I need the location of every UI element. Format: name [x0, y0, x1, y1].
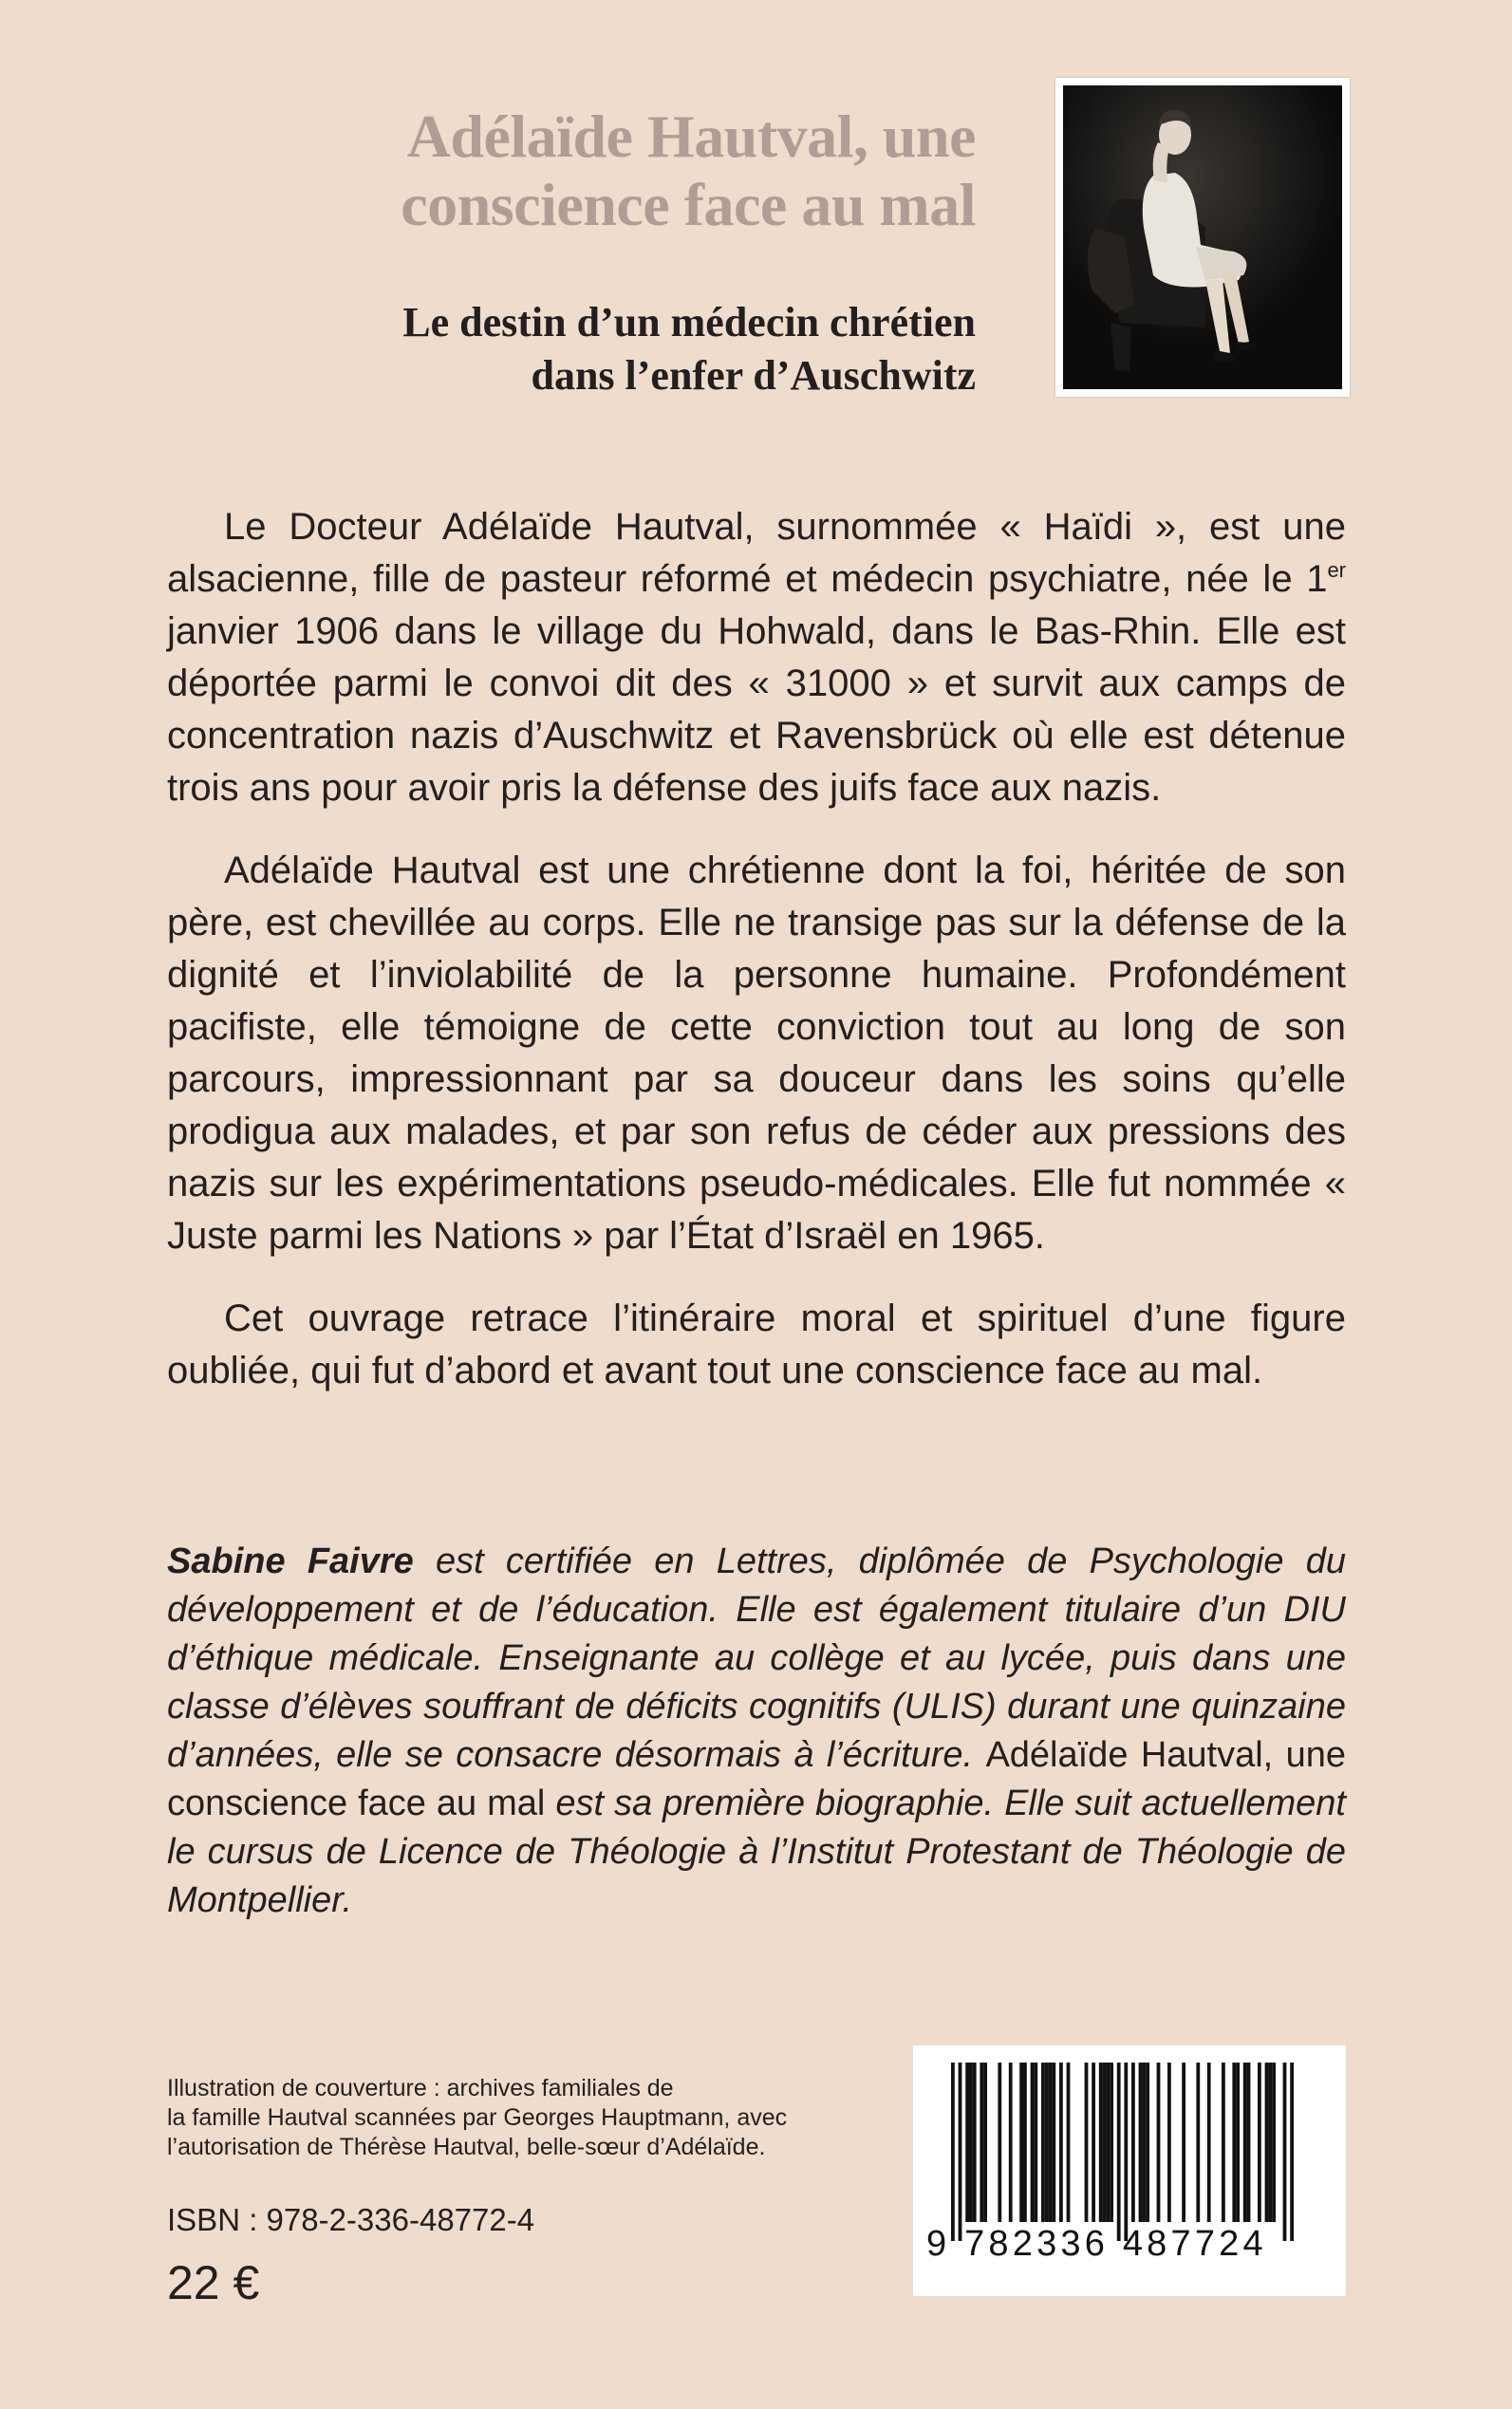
barcode-bar: [1041, 2063, 1045, 2222]
summary-paragraph-1-start: Le Docteur Adélaïde Hautval, surnommée « Haïdi », est une alsacienne, fille de pasteur réformé et médecin psychiatre, née le 1: [167, 506, 1346, 600]
price: 22 €: [167, 2256, 260, 2309]
cover-photo-frame: [1055, 78, 1350, 397]
barcode-bar: [1059, 2063, 1063, 2222]
barcode-bar: [1139, 2063, 1143, 2222]
book-subtitle-line-1: Le destin d’un médecin chrétien: [402, 299, 976, 345]
barcode-bar: [1268, 2063, 1272, 2222]
barcode-bar: [951, 2063, 955, 2241]
barcode-bar: [1290, 2063, 1294, 2241]
isbn: ISBN : 978-2-336-48772-4: [167, 2202, 535, 2237]
summary-paragraph-1: [167, 501, 1346, 814]
barcode-bar: [1009, 2063, 1013, 2222]
barcode-bar: [1092, 2063, 1095, 2222]
barcode-bar: [1045, 2063, 1049, 2222]
author-bio-text-1: est certifiée en Lettres, diplômée de Psychologie du développement et de l’éducation. Elle est également titulaire d’un DIU d’éthique médicale. Enseignante au collège et au lycée, puis dans une classe d’élèves souffrant de déficits cognitifs (ULIS) durant une quinzaine d’années, elle se consacre désormais à l’écriture.: [167, 1541, 1346, 1775]
barcode-bar: [998, 2063, 1001, 2222]
author-bio-text-2: est sa première biographie. Elle suit actuellement le cursus de Licence de Théologie à l’Institut Protestant de Théologie de Montpellier.: [167, 1783, 1346, 1920]
barcode-digits: 9 782336 487724: [926, 2224, 1267, 2264]
barcode-bar: [1110, 2063, 1113, 2222]
barcode-bar: [1157, 2063, 1161, 2222]
book-title: [401, 103, 976, 239]
barcode-bar: [973, 2063, 977, 2222]
cover-illustration-credit: [167, 2074, 850, 2162]
book-title-line-1: Adélaïde Hautval, une: [406, 103, 976, 170]
barcode-bar: [969, 2063, 973, 2222]
barcode-bar: [1049, 2063, 1053, 2222]
barcode-bar: [1031, 2063, 1035, 2222]
book-subtitle-line-2: dans l’enfer d’Auschwitz: [531, 352, 976, 399]
barcode-bar: [1106, 2063, 1110, 2222]
barcode-bar: [1182, 2063, 1185, 2222]
barcode-bar: [1167, 2063, 1171, 2222]
barcode-bar: [965, 2063, 969, 2222]
barcode-bar: [1243, 2063, 1247, 2222]
back-cover-summary: [167, 501, 1346, 1428]
credit-line-1: Illustration de couverture : archives familiales de: [167, 2075, 674, 2101]
barcode-bar: [1283, 2063, 1287, 2241]
barcode-bar: [1232, 2063, 1236, 2222]
barcode-bar: [1272, 2063, 1276, 2222]
barcode: [913, 2045, 1346, 2296]
summary-paragraph-2: Adélaïde Hautval est une chrétienne dont la foi, héritée de son père, est chevillée au corps. Elle ne transige pas sur la défense de la dignité et l’inviolabilité de la personne humaine. Profondément pacifiste, elle témoigne de cette conviction tout au long de son parcours, impressionnant par sa douceur dans les soins qu’elle prodigua aux malades, et par son refus de céder aux pressions des nazis sur les expérimentations pseudo-médicales. Elle fut nommée « Juste parmi les Nations » par l’État d’Israël en 1965.: [167, 850, 1346, 1257]
barcode-bar: [1019, 2063, 1023, 2222]
credit-line-3: l’autorisation de Thérèse Hautval, belle-sœur d’Adélaïde.: [167, 2134, 766, 2160]
barcode-bar: [1196, 2063, 1200, 2222]
credit-line-2: la famille Hautval scannées par Georges Hauptmann, avec: [167, 2104, 788, 2131]
summary-paragraph-1-end: janvier 1906 dans le village du Hohwald, dans le Bas-Rhin. Elle est déportée parmi le convoi dit des « 31000 » et survit aux camps de concentration nazis d’Auschwitz et Ravensbrück où elle est détenue trois ans pour avoir pris la défense des juifs face aux nazis.: [167, 610, 1346, 809]
book-title-line-2: conscience face au mal: [401, 171, 976, 238]
seated-woman-illustration: [1063, 85, 1342, 389]
barcode-bar: [1247, 2063, 1251, 2222]
barcode-bar: [1142, 2063, 1146, 2222]
cover-photo: [1063, 85, 1342, 389]
barcode-bar: [1265, 2063, 1269, 2222]
book-subtitle: [402, 296, 976, 402]
barcode-bar: [959, 2063, 962, 2241]
barcode-bar: [1099, 2063, 1103, 2222]
author-bio: [167, 1538, 1346, 1925]
barcode-bar: [1258, 2063, 1261, 2222]
barcode-bar: [1067, 2063, 1071, 2222]
barcode-bar: [1222, 2063, 1225, 2222]
barcode-bar: [1085, 2063, 1089, 2222]
barcode-bar: [1131, 2063, 1135, 2222]
ordinal-superscript: er: [1327, 558, 1346, 582]
author-bio-book-title: Adélaïde Hautval, une conscience face au mal: [167, 1735, 1346, 1823]
barcode-bar: [983, 2063, 987, 2222]
barcode-bar: [1052, 2063, 1055, 2222]
barcode-bar: [1023, 2063, 1027, 2222]
author-name: Sabine Faivre: [167, 1541, 414, 1581]
barcode-bar: [1207, 2063, 1211, 2222]
barcode-bar: [980, 2063, 983, 2222]
barcode-bar: [1236, 2063, 1240, 2222]
barcode-bar: [1146, 2063, 1149, 2222]
summary-paragraph-3: Cet ouvrage retrace l’itinéraire moral et spirituel d’une figure oubliée, qui fut d’abord et avant tout une conscience face au mal.: [167, 1298, 1346, 1391]
barcode-bar: [1124, 2063, 1128, 2241]
barcode-bar: [1034, 2063, 1037, 2222]
barcode-bar: [1117, 2063, 1121, 2241]
barcode-bar: [1103, 2063, 1107, 2222]
